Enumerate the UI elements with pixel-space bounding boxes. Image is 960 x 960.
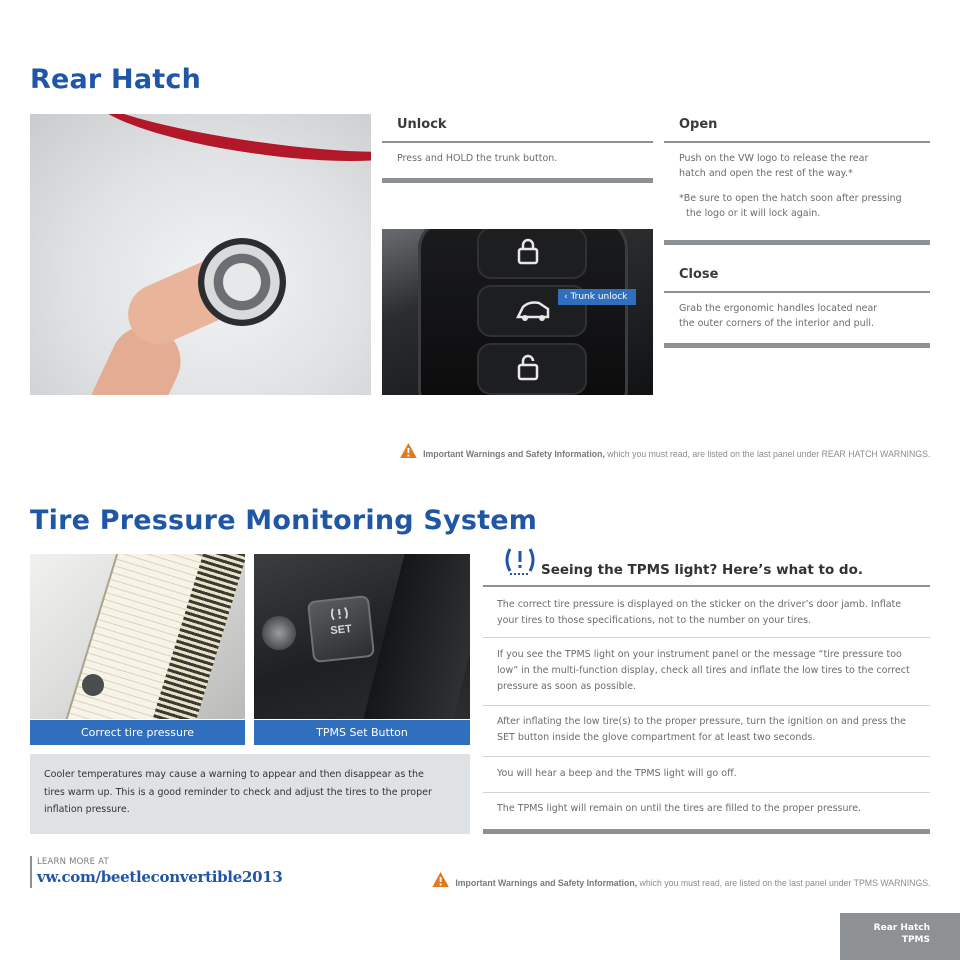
tpms-divider [483,792,930,793]
tpms-divider [483,705,930,706]
hatch-logo-photo [30,114,371,395]
tpms-set-button-photo [254,554,470,719]
unlock-heading: Unlock [397,117,447,132]
learn-more-label: LEARN MORE AT [37,857,109,867]
unlock-rule [382,141,653,143]
warning-triangle-icon [399,442,417,459]
close-rule [664,291,930,293]
tpms-paragraph-3: After inflating the low tire(s) to the proper pressure, turn the ignition on and press the SET button inside the glove compartment for at least two seconds. [497,716,906,743]
tpms-warning-icon [503,546,537,578]
tpms-bar [483,829,930,834]
section-tab[interactable]: Rear Hatch TPMS [840,913,960,960]
tire-sticker-photo [30,554,245,719]
unlock-button-photo [477,343,587,395]
trunk-unlock-tag: ‹ Trunk unlock [558,289,636,305]
open-heading: Open [679,117,718,132]
unlock-text: Press and HOLD the trunk button. [397,153,558,164]
learn-more-bar [30,856,32,888]
learn-more-link[interactable]: vw.com/beetleconvertible2013 [37,868,283,886]
close-heading: Close [679,267,719,282]
lock-icon [515,237,541,267]
open-rule [664,141,930,143]
vw-logo-icon [198,238,286,326]
open-text: Push on the VW logo to release the rear hatch and open the rest of the way.* *Be sure to open the hatch soon after pressing the logo or it will lock again. [679,153,902,219]
unlock-icon [515,353,541,383]
tpms-warning: Important Warnings and Safety Information, which you must read, are listed on the last panel under TPMS WARNINGS. [431,871,930,889]
tpms-divider [483,756,930,757]
lock-button-photo [477,229,587,279]
tpms-icon [330,605,350,623]
unlock-bar [382,178,653,183]
cooler-temperatures-note: Cooler temperatures may cause a warning to appear and then disappear as the tires warm up. This is a good reminder to check and adjust the tires to the proper inflation pressure. [30,754,470,834]
car-trunk-icon [515,295,551,325]
tpms-title: Tire Pressure Monitoring System [30,505,538,536]
tpms-paragraph-2: If you see the TPMS light on your instrument panel or the message “tire pressure too low” in the multi-function display, check all tires and inflate the low tires to the correct pressure as soon as possible. [497,649,910,692]
close-bar [664,343,930,348]
tpms-rule [483,585,930,587]
rear-hatch-title: Rear Hatch [30,64,201,95]
tpms-heading: Seeing the TPMS light? Here’s what to do. [541,562,864,578]
open-bar [664,240,930,245]
correct-tire-pressure-caption: Correct tire pressure [30,720,245,745]
close-text: Grab the ergonomic handles located near the outer corners of the interior and pull. [679,303,878,329]
key-fob-photo [382,229,653,395]
tpms-paragraph-4: You will hear a beep and the TPMS light will go off. [497,768,737,779]
tpms-paragraph-5: The TPMS light will remain on until the tires are filled to the proper pressure. [497,803,862,814]
tpms-set-button-caption: TPMS Set Button [254,720,470,745]
warning-triangle-icon [431,871,449,888]
rear-hatch-warning: Important Warnings and Safety Information, which you must read, are listed on the last panel under REAR HATCH WARNINGS. [399,442,930,460]
tpms-divider [483,637,930,638]
set-button-photo: SET [307,595,375,663]
tpms-paragraph-1: The correct tire pressure is displayed on the sticker on the driver’s door jamb. Inflate your tires to those specifications, not to the number on your tires. [497,599,902,626]
